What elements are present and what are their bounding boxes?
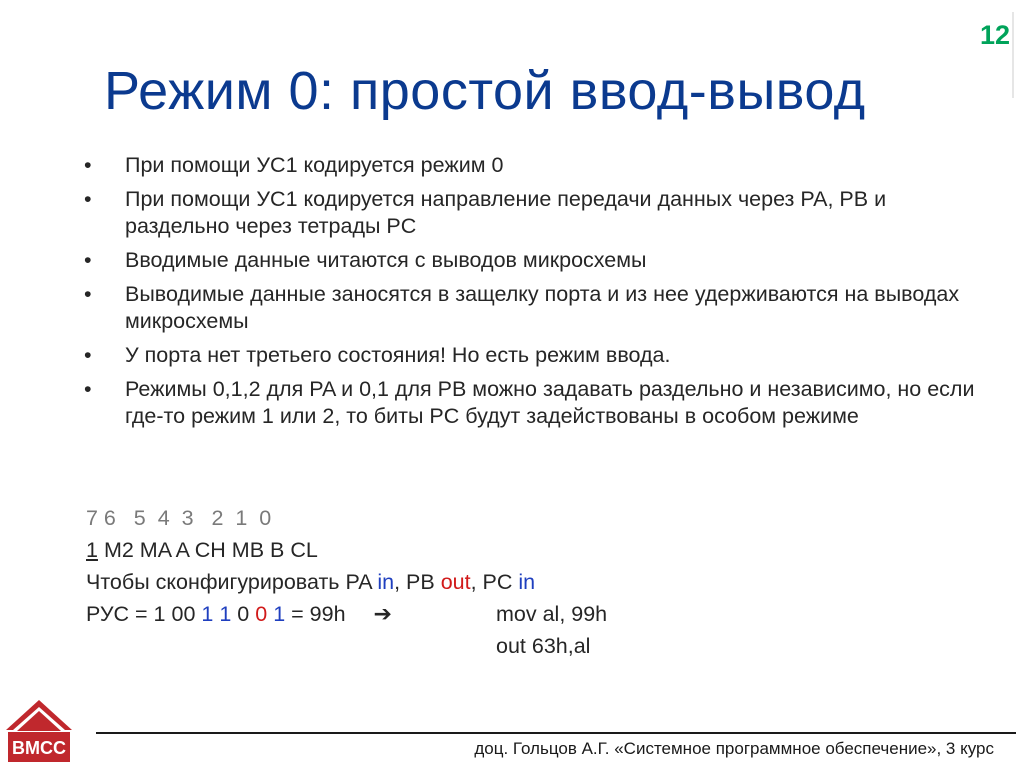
config-line — [86, 566, 535, 598]
slide-title: Режим 0: простой ввод-вывод — [104, 61, 866, 121]
bit-ch: 1 — [219, 602, 232, 626]
page-number: 12 — [979, 20, 1010, 50]
bullet-icon: • — [84, 153, 92, 177]
bullet-text: При помощи УС1 кодируется режим 0 — [125, 153, 504, 177]
rus-prefix: РУС = 1 00 — [86, 602, 202, 626]
bullet-text: Режимы 0,1,2 для PA и 0,1 для PB можно задавать раздельно и независимо, но если где-то режим 1 или 2, то биты PC будут задействованы в особом режиме — [125, 377, 975, 428]
list-item — [84, 186, 984, 240]
bullet-text: При помощи УС1 кодируется направление передачи данных через PA, PB и раздельно через тетрады PC — [125, 187, 887, 238]
bit-mb: 0 — [237, 602, 250, 626]
bullet-text: Выводимые данные заносятся в защелку порта и из нее удерживаются на выводах микросхемы — [125, 282, 960, 333]
right-arrow-icon: ➔ — [373, 602, 392, 627]
footer-divider — [96, 732, 1016, 734]
list-item — [84, 342, 984, 369]
house-logo-icon — [4, 698, 74, 764]
bit-pb: 0 — [255, 602, 268, 626]
control-register-line — [86, 598, 608, 630]
list-item — [84, 376, 984, 430]
bullet-icon: • — [84, 377, 92, 401]
logo-text: ВМСС — [12, 738, 66, 758]
config-text: , PB — [394, 570, 441, 594]
bit-field-names: M2 MA A CH MB B CL — [97, 538, 318, 562]
bullet-icon: • — [84, 248, 92, 272]
rus-suffix: = 99h — [285, 602, 346, 626]
corner-divider — [1012, 12, 1014, 98]
pc-direction: in — [518, 570, 536, 594]
bit-numbers: 7 6 5 4 3 2 1 0 — [86, 506, 272, 530]
control-word-block — [86, 502, 608, 662]
asm-line-2-row — [86, 630, 591, 662]
list-item — [84, 152, 984, 179]
vmss-logo — [4, 698, 74, 764]
bit-cl: 1 — [273, 602, 286, 626]
asm-line-2: out 63h,al — [496, 634, 591, 658]
config-text: , PC — [470, 570, 519, 594]
asm-line-1: mov al, 99h — [496, 602, 608, 626]
bullet-text: У порта нет третьего состояния! Но есть режим ввода. — [125, 343, 671, 367]
bullet-list — [84, 152, 984, 437]
bit-fields — [86, 534, 535, 566]
mode-flag-bit: 1 — [86, 538, 98, 562]
bullet-icon: • — [84, 343, 92, 367]
config-text: Чтобы сконфигурировать PA — [86, 570, 378, 594]
list-item — [84, 247, 984, 274]
bit-pa: 1 — [201, 602, 214, 626]
pa-direction: in — [377, 570, 395, 594]
pb-direction: out — [440, 570, 471, 594]
bullet-text: Вводимые данные читаются с выводов микросхемы — [125, 248, 647, 272]
list-item — [84, 281, 984, 335]
footer-author-course: доц. Гольцов А.Г. «Системное программное обеспечение», 3 курс — [474, 739, 994, 758]
bullet-icon: • — [84, 282, 92, 306]
bullet-icon: • — [84, 187, 92, 211]
